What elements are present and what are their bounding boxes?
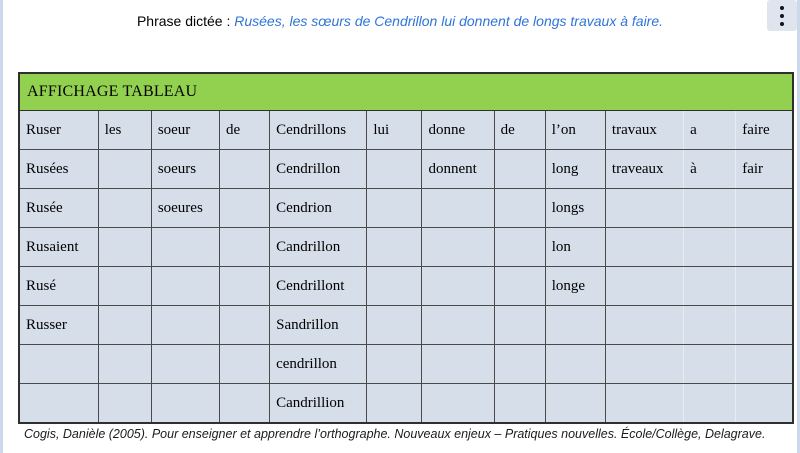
table-cell (736, 306, 793, 345)
table-cell (98, 267, 151, 306)
table-cell (545, 345, 605, 384)
table-cell: Rusé (19, 267, 98, 306)
affichage-tableau (18, 72, 794, 424)
table-cell (367, 189, 422, 228)
table-cell (151, 384, 219, 424)
table-row (19, 189, 793, 228)
table-cell (19, 345, 98, 384)
table-cell (494, 384, 545, 424)
table-cell: fair (736, 150, 793, 189)
table-cell (367, 228, 422, 267)
table-cell (494, 345, 545, 384)
table-row (19, 384, 793, 424)
table-cell: Sandrillon (270, 306, 367, 345)
table-cell (605, 306, 683, 345)
table-cell: les (98, 111, 151, 150)
table-cell (736, 384, 793, 424)
table-row (19, 267, 793, 306)
table-cell (151, 306, 219, 345)
table-cell: soeures (151, 189, 219, 228)
table-cell (545, 384, 605, 424)
table-cell (494, 189, 545, 228)
table-cell (219, 228, 269, 267)
source-citation: Cogis, Danièle (2005). Pour enseigner et apprendre l’orthographe. Nouveaux enjeux – Pratiques nouvelles. École/Collège, Delagrave. (24, 427, 766, 441)
table-cell: lui (367, 111, 422, 150)
table-cell: Rusée (19, 189, 98, 228)
table-cell: faire (736, 111, 793, 150)
table-cell (367, 267, 422, 306)
table-cell: l’on (545, 111, 605, 150)
table-cell (219, 384, 269, 424)
table-cell (98, 345, 151, 384)
table-title: AFFICHAGE TABLEAU (19, 73, 793, 111)
table-cell (219, 306, 269, 345)
table-cell: de (494, 111, 545, 150)
table-cell (605, 345, 683, 384)
table-cell: traveaux (605, 150, 683, 189)
dictation-phrase-line (0, 13, 800, 29)
table-cell: cendrillon (270, 345, 367, 384)
table-cell (684, 267, 736, 306)
table-cell (494, 150, 545, 189)
table-cell (494, 306, 545, 345)
table-cell: a (684, 111, 736, 150)
table-cell: donnent (422, 150, 494, 189)
table-cell: Candrillion (270, 384, 367, 424)
table-row (19, 228, 793, 267)
table-cell (367, 306, 422, 345)
table-cell (684, 228, 736, 267)
table-row (19, 111, 793, 150)
table-cell (19, 384, 98, 424)
table-cell (605, 267, 683, 306)
table-cell (605, 189, 683, 228)
table-row (19, 306, 793, 345)
phrase-label: Phrase dictée : (136, 13, 235, 29)
table-header-row (19, 73, 793, 111)
table-cell (219, 267, 269, 306)
left-edge-strip (0, 0, 3, 453)
table-cell: Cendrillont (270, 267, 367, 306)
table-cell: donne (422, 111, 494, 150)
table-cell (422, 384, 494, 424)
table-cell (98, 189, 151, 228)
table-cell (367, 345, 422, 384)
table-cell (684, 189, 736, 228)
table-cell (219, 189, 269, 228)
table-cell (98, 384, 151, 424)
table-cell (422, 228, 494, 267)
table-cell (367, 150, 422, 189)
table-cell (367, 384, 422, 424)
table-cell: longs (545, 189, 605, 228)
table-cell: Cendrion (270, 189, 367, 228)
table-cell: Russer (19, 306, 98, 345)
table-cell (219, 150, 269, 189)
table-cell: Candrillon (270, 228, 367, 267)
dictated-sentence: Rusées, les sœurs de Cendrillon lui donnent de longs travaux à faire. (234, 13, 664, 29)
table-cell (98, 306, 151, 345)
table-cell (605, 228, 683, 267)
table-cell (605, 384, 683, 424)
table-cell (151, 228, 219, 267)
table-cell (98, 150, 151, 189)
table-cell: Cendrillons (270, 111, 367, 150)
table-cell (422, 189, 494, 228)
table-cell: long (545, 150, 605, 189)
table-cell (736, 228, 793, 267)
table-cell (422, 267, 494, 306)
table-cell (422, 345, 494, 384)
table-cell: à (684, 150, 736, 189)
table-cell: travaux (605, 111, 683, 150)
table-cell: soeurs (151, 150, 219, 189)
table-cell (494, 267, 545, 306)
table-cell: Rusaient (19, 228, 98, 267)
table-row (19, 150, 793, 189)
table-row (19, 345, 793, 384)
table-cell: lon (545, 228, 605, 267)
kebab-dot (780, 6, 784, 10)
table-cell: de (219, 111, 269, 150)
table-cell (494, 228, 545, 267)
table-cell (684, 384, 736, 424)
table-cell (219, 345, 269, 384)
table-cell: Rusées (19, 150, 98, 189)
table-cell: Ruser (19, 111, 98, 150)
table-cell (151, 345, 219, 384)
table-cell: longe (545, 267, 605, 306)
table-cell (98, 228, 151, 267)
table-cell (736, 345, 793, 384)
table-cell: Cendrillon (270, 150, 367, 189)
table-cell (736, 189, 793, 228)
table-cell (684, 345, 736, 384)
table-cell (151, 267, 219, 306)
table-cell (422, 306, 494, 345)
table-cell (545, 306, 605, 345)
table-cell (684, 306, 736, 345)
table-cell: soeur (151, 111, 219, 150)
table-cell (736, 267, 793, 306)
